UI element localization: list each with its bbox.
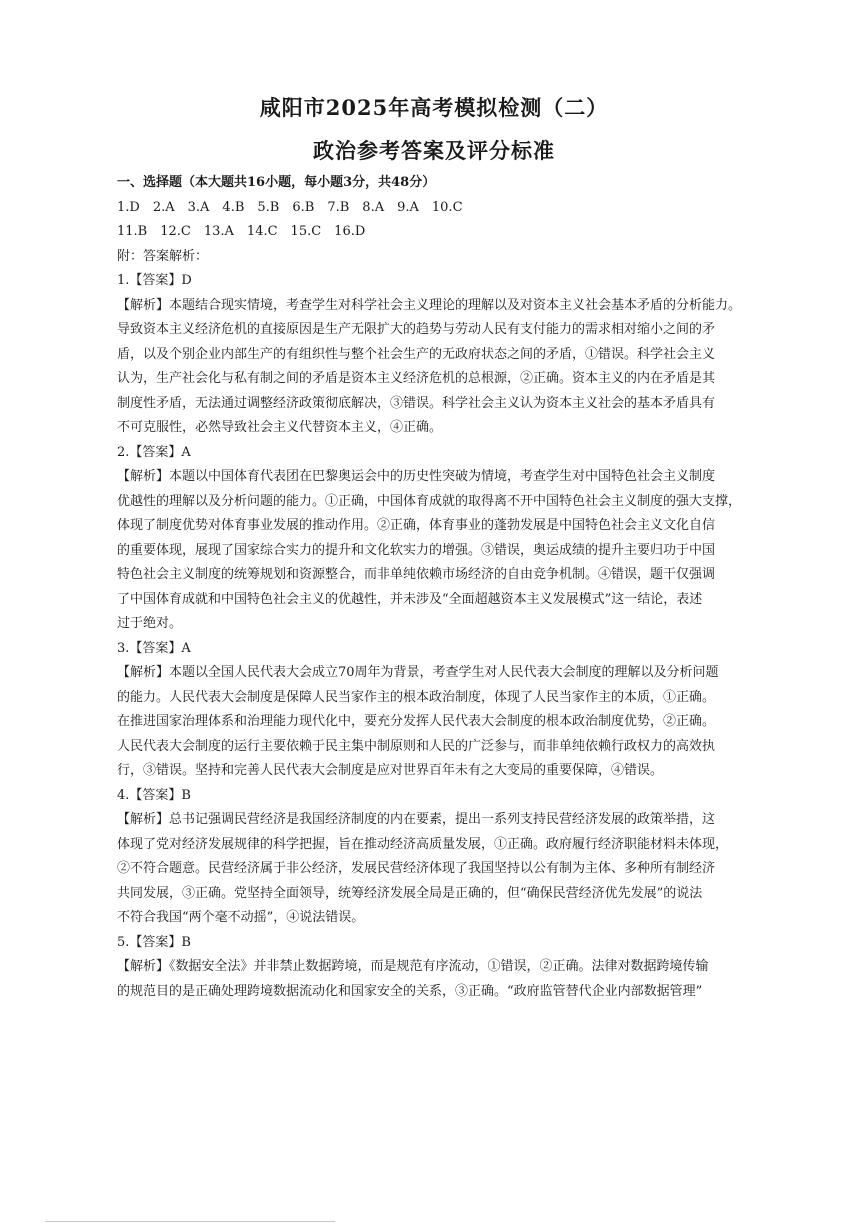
q2-analysis-line: 了中国体育成就和中国特色社会主义的优越性，并未涉及“全面超越资本主义发展模式”这一结论，表述	[117, 591, 703, 607]
q3-analysis-line: 人民代表大会制度的运行主要依赖于民主集中制原则和人民的广泛参与，而非单纯依赖行政权力的高效执	[117, 738, 716, 754]
q4-analysis-line: 共同发展，③正确。党坚持全面领导，统筹经济发展全局是正确的，但“确保民营经济优先发展”的说法	[117, 885, 703, 901]
q1-analysis-line: 不可克服性，必然导致社会主义代替资本主义，④正确。	[117, 420, 443, 435]
section-heading: 一、选择题（本大题共16小题，每小题3分，共48分）	[117, 175, 436, 190]
q1-analysis-line: 盾，以及个别企业内部生产的有组织性与整个社会生产的无政府状态之间的矛盾，①错误。科学社会主义	[117, 346, 716, 362]
q3-answer: 3.【答案】A	[117, 640, 191, 656]
answer-key-row-1	[117, 196, 763, 221]
document-body	[117, 171, 763, 1004]
q5-analysis-line: 【解析】《数据安全法》并非禁止数据跨境，而是规范有序流动，①错误，②正确。法律对数据跨境传输	[117, 959, 709, 974]
answer-key-item: 3.A	[187, 199, 210, 215]
answer-key-item: 12.C	[160, 224, 191, 239]
q2-analysis-line: 的重要体现，展现了国家综合实力的提升和文化软实力的增强。③错误，奥运成绩的提升主要归功于中国	[117, 542, 716, 558]
answer-key-item: 11.B	[117, 224, 148, 239]
q3-analysis-line: 【解析】本题以全国人民代表大会成立70周年为背景，考查学生对人民代表大会制度的理解以及分析问题	[117, 665, 719, 680]
answer-key-item: 7.B	[327, 199, 350, 215]
answer-key-item: 15.C	[290, 224, 322, 239]
q3-analysis-line: 行，③错误。坚持和完善人民代表大会制度是应对世界百年未有之大变局的重要保障，④错误。	[117, 763, 664, 778]
answer-key-item: 10.C	[431, 199, 463, 215]
answer-key-item: 2.A	[152, 199, 175, 215]
page-title: 咸阳市2025年高考模拟检测（二）	[259, 95, 609, 120]
q5-analysis-line: 的规范目的是正确处理跨境数据流动化和国家安全的关系，③正确。“政府监管替代企业内部数据管理”	[117, 983, 703, 999]
q4-analysis-line: ②不符合题意。民营经济属于非公经济，发展民营经济体现了我国坚持以公有制为主体、多种所有制经济	[117, 861, 716, 876]
q2-analysis-line: 【解析】本题以中国体育代表团在巴黎奥运会中的历史性突破为情境，考查学生对中国特色社会主义制度	[117, 469, 716, 484]
footer-divider	[45, 1221, 335, 1222]
q1-analysis-line: 制度性矛盾，无法通过调整经济政策彻底解决，③错误。科学社会主义认为资本主义社会的基本矛盾具有	[117, 395, 716, 411]
answer-key-row-2	[117, 220, 763, 245]
q1-analysis-line: 【解析】本题结合现实情境，考查学生对科学社会主义理论的理解以及对资本主义社会基本矛盾的分析能力。	[117, 297, 742, 313]
answer-key-item: 9.A	[397, 199, 419, 215]
q4-answer: 4.【答案】B	[117, 787, 191, 803]
q2-analysis-line: 过于绝对。	[117, 616, 183, 631]
answer-key-item: 14.C	[246, 224, 278, 239]
answer-key-item: 13.A	[203, 224, 234, 239]
q1-analysis-line: 导致资本主义经济危机的直接原因是生产无限扩大的趋势与劳动人民有支付能力的需求相对缩小之间的矛	[117, 322, 716, 337]
answer-key-item: 8.A	[362, 199, 385, 215]
answer-key-item: 1.D	[117, 199, 140, 215]
answer-key-item: 5.B	[257, 199, 280, 215]
q2-analysis-line: 体现了制度优势对体育事业发展的推动作用。②正确，体育事业的蓬勃发展是中国特色社会主义文化自信	[117, 518, 716, 533]
answer-key-item: 16.D	[334, 224, 366, 239]
q2-analysis-line: 优越性的理解以及分析问题的能力。①正确，中国体育成就的取得离不开中国特色社会主义制度的强大支撑，	[117, 493, 742, 509]
q1-answer: 1.【答案】D	[117, 273, 192, 288]
appendix-label: 附：答案解析：	[117, 248, 209, 264]
q4-analysis-line: 体现了党对经济发展规律的科学把握，旨在推动经济高质量发展，①正确。政府履行经济职能材料未体现，	[117, 836, 729, 852]
q4-analysis-line: 不符合我国“两个毫不动摇”，④说法错误。	[117, 910, 365, 925]
q2-answer: 2.【答案】A	[117, 444, 191, 460]
answer-key-item: 6.B	[292, 199, 315, 215]
q1-analysis-line: 认为，生产社会化与私有制之间的矛盾是资本主义经济危机的总根源，②正确。资本主义的内在矛盾是其	[117, 371, 716, 386]
q2-analysis-line: 特色社会主义制度的统筹规划和资源整合，而非单纯依赖市场经济的自由竞争机制。④错误，题干仅强调	[117, 567, 716, 582]
page-subtitle: 政治参考答案及评分标准	[313, 138, 555, 163]
q3-analysis-line: 的能力。人民代表大会制度是保障人民当家作主的根本政治制度，体现了人民当家作主的本质，①正确。	[117, 689, 716, 705]
q5-answer: 5.【答案】B	[117, 934, 191, 950]
q4-analysis-line: 【解析】总书记强调民营经济是我国经济制度的内在要素，提出一系列支持民营经济发展的政策举措，这	[117, 812, 716, 827]
answer-key-item: 4.B	[222, 199, 245, 215]
q3-analysis-line: 在推进国家治理体系和治理能力现代化中，要充分发挥人民代表大会制度的根本政治制度优势，②正确。	[117, 714, 716, 729]
